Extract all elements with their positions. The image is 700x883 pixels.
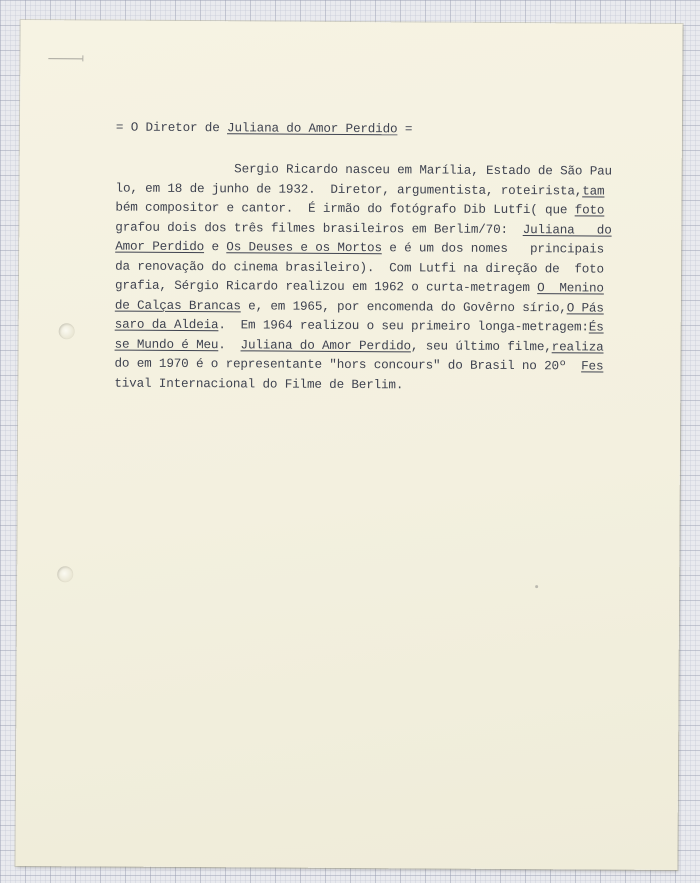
paragraph-line: [115, 238, 675, 261]
title-film: Juliana do Amor Perdido: [227, 121, 398, 137]
text-segment: Sergio Ricardo nasceu em Marília, Estado de São Pau: [115, 161, 613, 179]
biography-paragraph: [114, 160, 675, 397]
underlined-title-segment: Juliana do Amor Perdido: [240, 337, 411, 353]
underlined-title-segment: O Pás: [566, 300, 604, 316]
paragraph-line: [115, 277, 675, 300]
paragraph-line: [116, 160, 676, 183]
text-segment: tival Internacional do Filme de Berlim.: [114, 376, 404, 392]
text-segment: . Em 1964 realizou o seu primeiro longa-metragem:: [218, 318, 589, 335]
underlined-title-segment: Fes: [581, 359, 604, 374]
punch-hole-top: [59, 323, 75, 339]
document-title: [116, 119, 676, 142]
paper-speck: [535, 585, 538, 588]
title-prefix: = O Diretor de: [115, 120, 228, 136]
text-segment: da renovação do cinema brasileiro). Com Lutfi na direção de foto: [115, 259, 605, 277]
pencil-mark: [48, 58, 82, 59]
text-segment: grafia, Sérgio Ricardo realizou em 1962 o curta-metragem: [114, 278, 538, 296]
underlined-title-segment: se Mundo é Meu: [114, 337, 219, 352]
paragraph-line: [114, 355, 674, 378]
text-segment: e, em 1965, por encomenda do Govêrno sírio,: [240, 298, 567, 315]
underlined-title-segment: O Menino: [537, 281, 604, 296]
typewritten-page: [15, 20, 682, 870]
underlined-title-segment: Amor Perdido: [115, 239, 205, 255]
paragraph-line: [115, 199, 675, 222]
text-segment: bém compositor e cantor. É irmão do fotógrafo Dib Lutfi( que: [115, 200, 575, 218]
text-segment: e é um dos nomes principais: [381, 241, 605, 257]
underlined-title-segment: Os Deuses e os Mortos: [226, 240, 382, 256]
underlined-title-segment: de Calças Brancas: [114, 298, 241, 313]
underlined-title-segment: tam: [582, 183, 605, 199]
text-segment: do em 1970 é o representante "hors concours" do Brasil no 20º: [114, 356, 582, 374]
title-suffix: =: [397, 122, 413, 137]
pencil-mark-tick: [82, 55, 83, 61]
underlined-title-segment: saro da Aldeia: [114, 317, 219, 333]
underlined-title-segment: realiza: [551, 339, 604, 355]
paragraph-line: [114, 374, 674, 397]
underlined-title-segment: És: [588, 320, 604, 335]
text-segment: e: [204, 240, 227, 255]
text-segment: lo, em 18 de junho de 1932. Diretor, argumentista, roteirista,: [115, 181, 583, 198]
punch-hole-bottom: [57, 566, 73, 582]
text-segment: , seu último filme,: [410, 338, 552, 354]
underlined-title-segment: foto: [574, 203, 605, 218]
underlined-title-segment: Juliana do: [522, 222, 612, 238]
text-segment: .: [218, 337, 241, 352]
paragraph-line: [115, 316, 675, 339]
text-segment: grafou dois dos três filmes brasileiros em Berlim/70:: [115, 220, 523, 237]
